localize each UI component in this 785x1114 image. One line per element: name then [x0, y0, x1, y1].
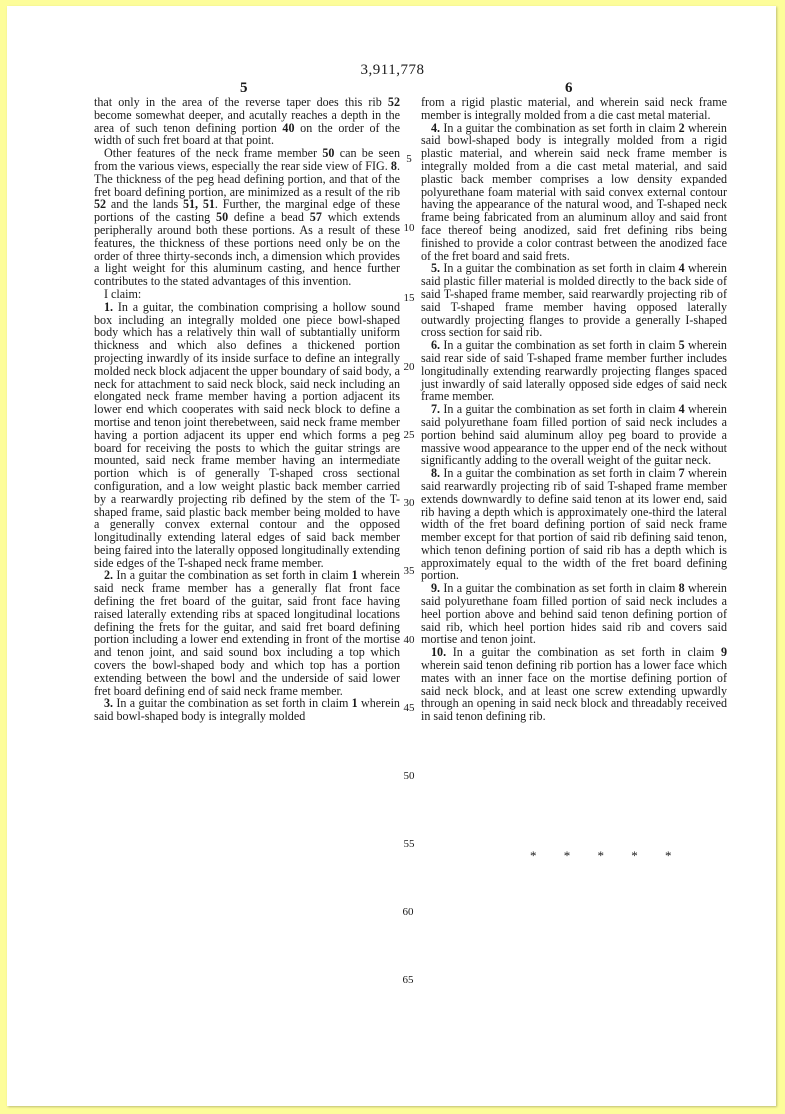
- line-number-30: 30: [403, 497, 415, 509]
- line-number-50: 50: [403, 770, 415, 782]
- right-paragraph-c10: 10. In a guitar the combination as set forth in claim 9 wherein said tenon defining rib portion has a lower face which mates with an inner face on the mortise defining portion of said neck block, and at least one screw extending upwardly through an opening in said neck block and threadably received in said tenon defining rib.: [421, 645, 727, 724]
- left-paragraph-p3: I claim:: [104, 286, 142, 301]
- line-number-20: 20: [403, 361, 415, 373]
- line-number-60: 60: [402, 906, 414, 918]
- line-number-25: 25: [403, 429, 415, 441]
- end-of-document-mark: * * * * *: [530, 848, 684, 863]
- right-paragraph-c4: 4. In a guitar the combination as set forth in claim 2 wherein said bowl-shaped body is integrally molded from a rigid plastic material, and wherein said neck frame member is integrally molded from a die cast metal material, and said plastic back member comprises a low density expanded polyurethane foam material with said convex external contour having the appearance of the natural wood, and T-shaped neck frame being fabricated from an aluminum alloy and said front face thereof being anodized, said fret defining ribs being finished to provide a color contrast between the anodized face of the fret board and said frets.: [421, 120, 727, 263]
- line-number-55: 55: [403, 838, 415, 850]
- patent-number: 3,911,778: [360, 62, 425, 78]
- line-number-10: 10: [403, 222, 415, 234]
- right-paragraph-c7: 7. In a guitar the combination as set forth in claim 4 wherein said polyurethane foam filled portion of said neck includes a portion behind said aluminum alloy peg board to provide a massive wood appearance to the upper end of the neck without significantly adding to the overall weight of the guitar neck.: [421, 402, 727, 468]
- left-paragraph-p2: Other features of the neck frame member 50 can be seen from the various views, especially the rear side view of FIG. 8. The thickness of the peg head defining portion, and that of the fret board defining portion, are minimized as a result of the rib 52 and the lands 51, 51. Further, the marginal edge of these portions of the casting 50 define a bead 57 which extends peripherally around both these portions. As a result of these features, the thickness of these portions need only be on the order of three thirty-seconds inch, a dimension which provides a light weight for this aluminum casting, and hence further contributes to the stated advantages of this invention.: [94, 146, 401, 289]
- line-number-15: 15: [403, 292, 415, 304]
- left-paragraph-c2: 2. In a guitar the combination as set forth in claim 1 wherein said neck frame member has a generally flat front face defining the fret board of the guitar, said front face having raised laterally extending ribs at spaced longitudinal locations defining the frets for the guitar, and said fret board defining portion including a lower end extending in front of the mortise and tenon joint, and said sound box including a top which covers the bowl-shaped body and which top has a portion extending between the bowl and the underside of said lower fret board defining end of said neck frame member.: [94, 568, 400, 698]
- right-paragraph-c9: 9. In a guitar the combination as set forth in claim 8 wherein said polyurethane foam filled portion of said neck includes a heel portion above and behind said tenon defining portion of said rib, which heel portion hides said rib and covers said mortise and tenon joint.: [421, 581, 727, 647]
- left-paragraph-c1: 1. In a guitar, the combination comprising a hollow sound box including an integrally molded one piece bowl-shaped body which has a relatively thin wall of subtantially uniform thickness and which also defines a thickened portion projecting inwardly of its inside surface to define an integrally molded neck block adjacent the upper boundary of said body, a neck for attachment to said neck block, said neck including an elongated neck frame member having a portion adjacent its lower end which cooperates with said neck block to define a mortise and tenon joint therebetween, said neck frame member having a portion adjacent its upper end which forms a peg board for receiving the posts to which the guitar strings are mounted, said neck frame member having an intermediate portion which is of generally T-shaped cross sectional configuration, and a low weight plastic back member carried by a rearwardly projecting rib defined by the stem of the T-shaped frame, said plastic back member being molded to have a generally convex external contour and the opposed longitudinally extending lateral edges of said back member being faired into the laterally opposed longitudinally extending side edges of the T-shaped neck frame member.: [94, 299, 400, 570]
- right-text-column: [421, 96, 727, 723]
- line-number-45: 45: [403, 702, 415, 714]
- left-column-number: 5: [240, 80, 248, 96]
- line-number-5: 5: [406, 153, 412, 165]
- right-paragraph-c8: 8. In a guitar the combination as set forth in claim 7 wherein said rearwardly projecting rib of said T-shaped frame member extends downwardly to define said tenon at its lower end, said rib having a depth which is approximately one-third the lateral width of the fret board defining portion of said neck frame member except for that portion of said rib defining said tenon, which tenon defining portion of said rib has a depth which is approximately equal to the width of the fret board defining portion.: [421, 466, 727, 583]
- left-text-column: [94, 96, 400, 723]
- right-paragraph-c5: 5. In a guitar the combination as set forth in claim 4 wherein said plastic filler material is molded directly to the back side of said T-shaped frame member, said rearwardly projecting rib of said T-shaped frame member having opposed laterally outwardly projecting flanges to provide a generally I-shaped cross section for said rib.: [421, 261, 727, 340]
- line-number-65: 65: [402, 974, 414, 986]
- line-number-40: 40: [403, 634, 415, 646]
- left-paragraph-c3: 3. In a guitar the combination as set forth in claim 1 wherein said bowl-shaped body is integrally molded: [94, 696, 400, 724]
- line-number-35: 35: [403, 565, 415, 577]
- right-paragraph-r0: from a rigid plastic material, and wherein said neck frame member is integrally molded from a die cast metal material.: [421, 95, 727, 122]
- right-paragraph-c6: 6. In a guitar the combination as set forth in claim 5 wherein said rear side of said T-shaped frame member further includes longitudinally extending rearwardly projecting flanges spaced just inwardly of said laterally opposed side edges of said neck frame member.: [421, 338, 727, 404]
- left-paragraph-p1: that only in the area of the reverse taper does this rib 52 become somewhat deeper, and acutally reaches a depth in the area of such tenon defining portion 40 on the order of the width of such fret board at that point.: [94, 95, 400, 148]
- right-column-number: 6: [565, 80, 573, 96]
